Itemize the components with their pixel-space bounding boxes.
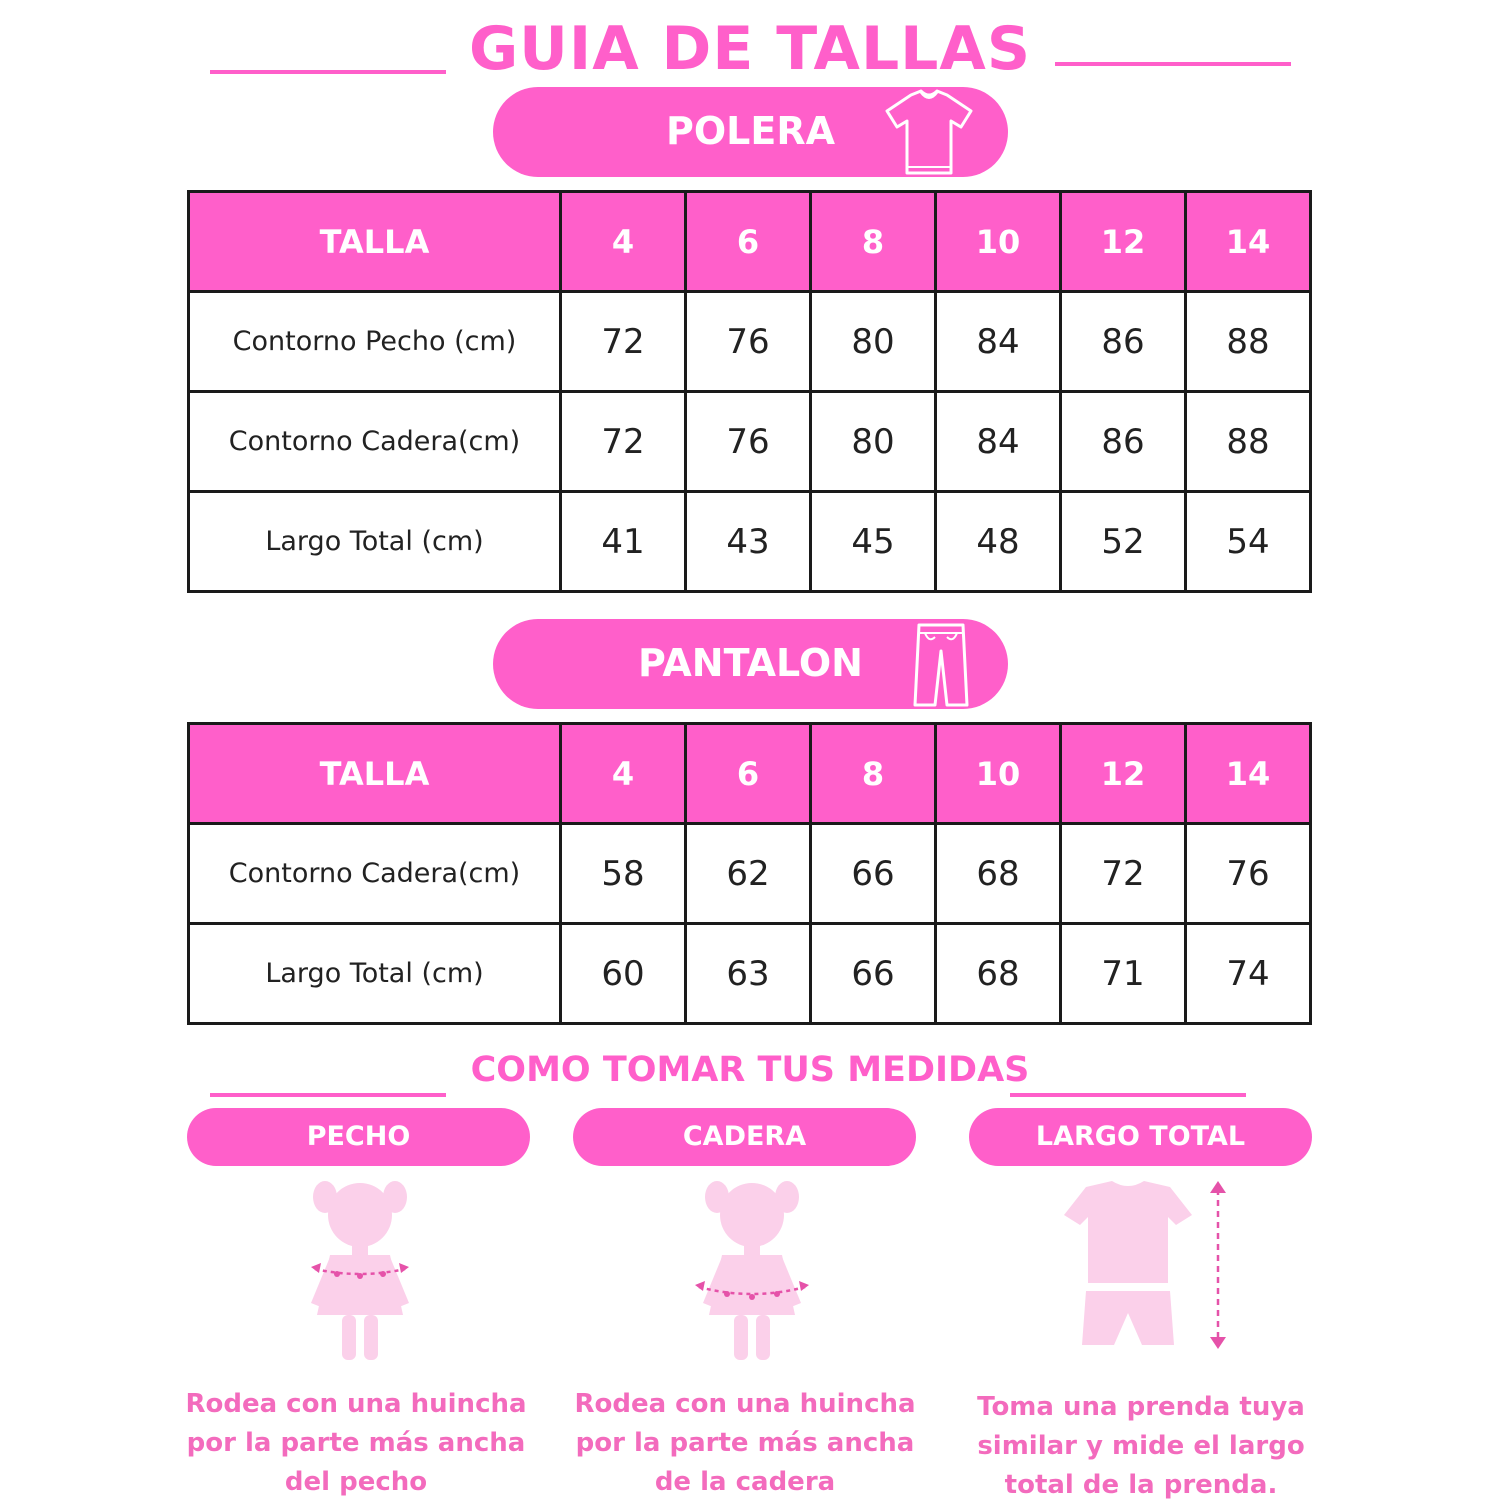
table-cell: 76 (686, 292, 811, 392)
cadera-pill: CADERA (573, 1108, 916, 1166)
table-cell: 48 (936, 492, 1061, 592)
table-row (189, 492, 1311, 592)
header-cell: 4 (561, 724, 686, 824)
header-cell: 14 (1186, 724, 1311, 824)
row-label: Contorno Cadera(cm) (189, 392, 561, 492)
header-cell: 8 (811, 724, 936, 824)
pants-icon (911, 621, 971, 709)
table-cell: 80 (811, 392, 936, 492)
table-cell: 68 (936, 824, 1061, 924)
girl-chest-measure-icon (285, 1175, 435, 1370)
table-cell: 88 (1186, 392, 1311, 492)
section-rule-left (210, 1093, 446, 1097)
tshirt-icon (881, 89, 977, 177)
caption-line: por la parte más ancha (186, 1428, 526, 1458)
header-cell-talla: TALLA (189, 724, 561, 824)
caption-line: total de la prenda. (1004, 1470, 1278, 1500)
table-cell: 76 (686, 392, 811, 492)
table-cell: 72 (561, 292, 686, 392)
cadera-caption (555, 1385, 935, 1502)
caption-line: Rodea con una huincha (574, 1389, 916, 1419)
row-label: Contorno Cadera(cm) (189, 824, 561, 924)
table-header-row (189, 724, 1311, 824)
header-cell: 6 (686, 192, 811, 292)
caption-line: de la cadera (654, 1467, 836, 1497)
section-rule-right (1010, 1093, 1246, 1097)
polera-label: POLERA (666, 109, 835, 153)
pantalon-banner (493, 619, 1008, 709)
table-cell: 52 (1061, 492, 1186, 592)
header-cell: 10 (936, 192, 1061, 292)
caption-line: similar y mide el largo (977, 1431, 1305, 1461)
header-cell: 6 (686, 724, 811, 824)
table-cell: 41 (561, 492, 686, 592)
table-cell: 66 (811, 924, 936, 1024)
largo-total-pill: LARGO TOTAL (969, 1108, 1312, 1166)
row-label: Largo Total (cm) (189, 492, 561, 592)
row-label: Largo Total (cm) (189, 924, 561, 1024)
table-cell: 71 (1061, 924, 1186, 1024)
pecho-caption (166, 1385, 546, 1502)
pantalon-label: PANTALON (638, 641, 863, 685)
table-cell: 63 (686, 924, 811, 1024)
header-cell: 12 (1061, 724, 1186, 824)
table-row (189, 392, 1311, 492)
caption-line: del pecho (284, 1467, 428, 1497)
title-rule-right (1055, 62, 1291, 66)
table-cell: 58 (561, 824, 686, 924)
title-row (0, 8, 1500, 88)
page-title: GUIA DE TALLAS (468, 14, 1032, 84)
table-cell: 54 (1186, 492, 1311, 592)
table-cell: 84 (936, 392, 1061, 492)
table-row (189, 924, 1311, 1024)
garment-length-icon (1058, 1175, 1238, 1355)
header-cell: 4 (561, 192, 686, 292)
caption-line: Toma una prenda tuya (977, 1392, 1305, 1422)
table-cell: 43 (686, 492, 811, 592)
table-cell: 72 (561, 392, 686, 492)
table-cell: 86 (1061, 392, 1186, 492)
polera-banner (493, 87, 1008, 177)
table-cell: 68 (936, 924, 1061, 1024)
header-cell: 10 (936, 724, 1061, 824)
polera-size-table (187, 190, 1312, 593)
how-to-title: COMO TOMAR TUS MEDIDAS (470, 1050, 1030, 1090)
largo-total-caption (951, 1388, 1331, 1505)
table-cell: 86 (1061, 292, 1186, 392)
table-row (189, 824, 1311, 924)
header-cell: 14 (1186, 192, 1311, 292)
table-cell: 80 (811, 292, 936, 392)
header-cell: 8 (811, 192, 936, 292)
table-cell: 62 (686, 824, 811, 924)
pecho-pill: PECHO (187, 1108, 530, 1166)
table-cell: 84 (936, 292, 1061, 392)
caption-line: por la parte más ancha (575, 1428, 915, 1458)
pantalon-size-table (187, 722, 1312, 1025)
table-cell: 72 (1061, 824, 1186, 924)
table-cell: 74 (1186, 924, 1311, 1024)
caption-line: Rodea con una huincha (185, 1389, 527, 1419)
table-row (189, 292, 1311, 392)
header-cell-talla: TALLA (189, 192, 561, 292)
table-cell: 66 (811, 824, 936, 924)
row-label: Contorno Pecho (cm) (189, 292, 561, 392)
table-cell: 45 (811, 492, 936, 592)
table-cell: 60 (561, 924, 686, 1024)
table-cell: 88 (1186, 292, 1311, 392)
table-header-row (189, 192, 1311, 292)
table-cell: 76 (1186, 824, 1311, 924)
girl-hip-measure-icon (677, 1175, 827, 1370)
header-cell: 12 (1061, 192, 1186, 292)
